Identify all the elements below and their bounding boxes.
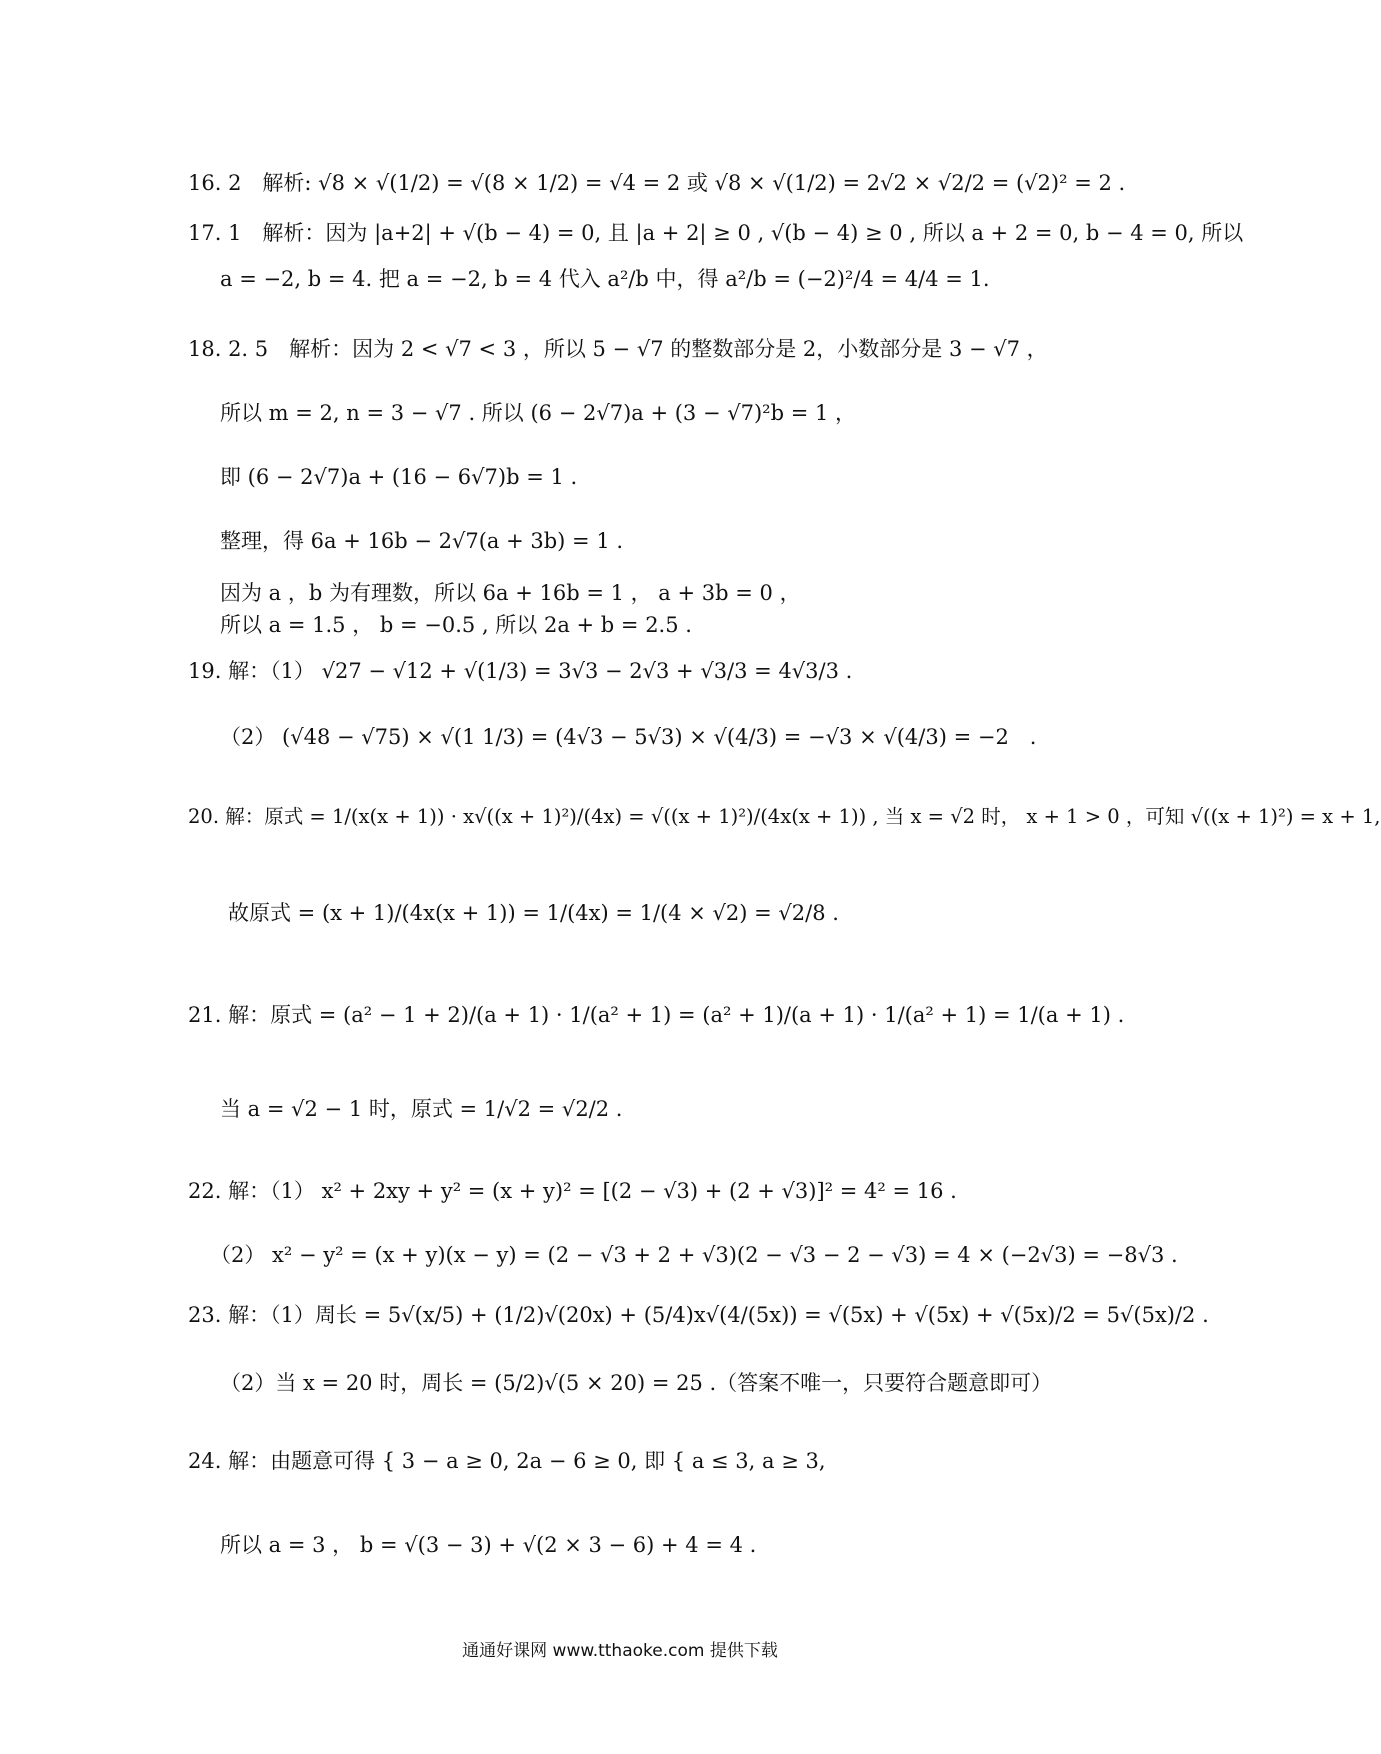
answer-20-line-2: 故原式 = (x + 1)/(4x(x + 1)) = 1/(4x) = 1/(4 × √2) = √2/8 . xyxy=(228,901,839,925)
answer-19-part-2: （2） (√48 − √75) × √(1 1/3) = (4√3 − 5√3) × √(4/3) = −√3 × √(4/3) = −2 . xyxy=(220,725,1037,749)
answer-21-line-1: 21. 解：原式 = (a² − 1 + 2)/(a + 1) · 1/(a² + 1) = (a² + 1)/(a + 1) · 1/(a² + 1) = 1/(a + 1) . xyxy=(188,1003,1125,1027)
answer-17-line-2: a = −2, b = 4. 把 a = −2, b = 4 代入 a²/b 中，得 a²/b = (−2)²/4 = 4/4 = 1. xyxy=(220,267,990,291)
answer-17-line-1: 17. 1 解析：因为 |a+2| + √(b − 4) = 0, 且 |a + 2| ≥ 0 , √(b − 4) ≥ 0 , 所以 a + 2 = 0, b − 4 = 0, 所以 xyxy=(188,221,1244,245)
answer-23-part-1: 23. 解：（1）周长 = 5√(x/5) + (1/2)√(20x) + (5/4)x√(4/(5x)) = √(5x) + √(5x) + √(5x)/2 = 5√(5x)/2 . xyxy=(188,1303,1209,1327)
answer-19-part-1: 19. 解：（1） √27 − √12 + √(1/3) = 3√3 − 2√3 + √3/3 = 4√3/3 . xyxy=(188,659,853,683)
answer-18-line-4: 整理，得 6a + 16b − 2√7(a + 3b) = 1 . xyxy=(220,529,624,553)
answer-24-line-1: 24. 解：由题意可得 { 3 − a ≥ 0, 2a − 6 ≥ 0, 即 { a ≤ 3, a ≥ 3, xyxy=(188,1449,826,1473)
footer-source: 通通好课网 www.tthaoke.com 提供下载 xyxy=(462,1641,778,1661)
answer-24-line-2: 所以 a = 3 ， b = √(3 − 3) + √(2 × 3 − 6) + 4 = 4 . xyxy=(220,1533,757,1557)
answer-21-line-2: 当 a = √2 − 1 时，原式 = 1/√2 = √2/2 . xyxy=(220,1097,623,1121)
answer-22-part-1: 22. 解：（1） x² + 2xy + y² = (x + y)² = [(2 − √3) + (2 + √3)]² = 4² = 16 . xyxy=(188,1179,957,1203)
answer-18-line-5: 因为 a ，b 为有理数，所以 6a + 16b = 1 ， a + 3b = 0 ， xyxy=(220,581,801,605)
answer-18-line-2: 所以 m = 2, n = 3 − √7 . 所以 (6 − 2√7)a + (3 − √7)²b = 1 ， xyxy=(220,401,857,425)
answer-18-line-6: 所以 a = 1.5 ， b = −0.5 , 所以 2a + b = 2.5 . xyxy=(220,613,692,637)
answer-23-part-2: （2）当 x = 20 时，周长 = (5/2)√(5 × 20) = 25 .（答案不唯一，只要符合题意即可） xyxy=(220,1371,1053,1395)
answer-18-line-3: 即 (6 − 2√7)a + (16 − 6√7)b = 1 . xyxy=(220,465,578,489)
answer-16: 16. 2 解析: √8 × √(1/2) = √(8 × 1/2) = √4 = 2 或 √8 × √(1/2) = 2√2 × √2/2 = (√2)² = 2 . xyxy=(188,171,1126,195)
answer-20-line-1: 20. 解：原式 = 1/(x(x + 1)) · x√((x + 1)²)/(4x) = √((x + 1)²)/(4x(x + 1)) , 当 x = √2 时， x + 1 > 0 ，可知 √((x + 1)²) = x + 1, xyxy=(188,805,1381,828)
answer-22-part-2: （2） x² − y² = (x + y)(x − y) = (2 − √3 + 2 + √3)(2 − √3 − 2 − √3) = 4 × (−2√3) = −8√3 . xyxy=(210,1243,1178,1267)
answer-18-line-1: 18. 2. 5 解析：因为 2 < √7 < 3 ，所以 5 − √7 的整数部分是 2，小数部分是 3 − √7 ， xyxy=(188,337,1048,361)
